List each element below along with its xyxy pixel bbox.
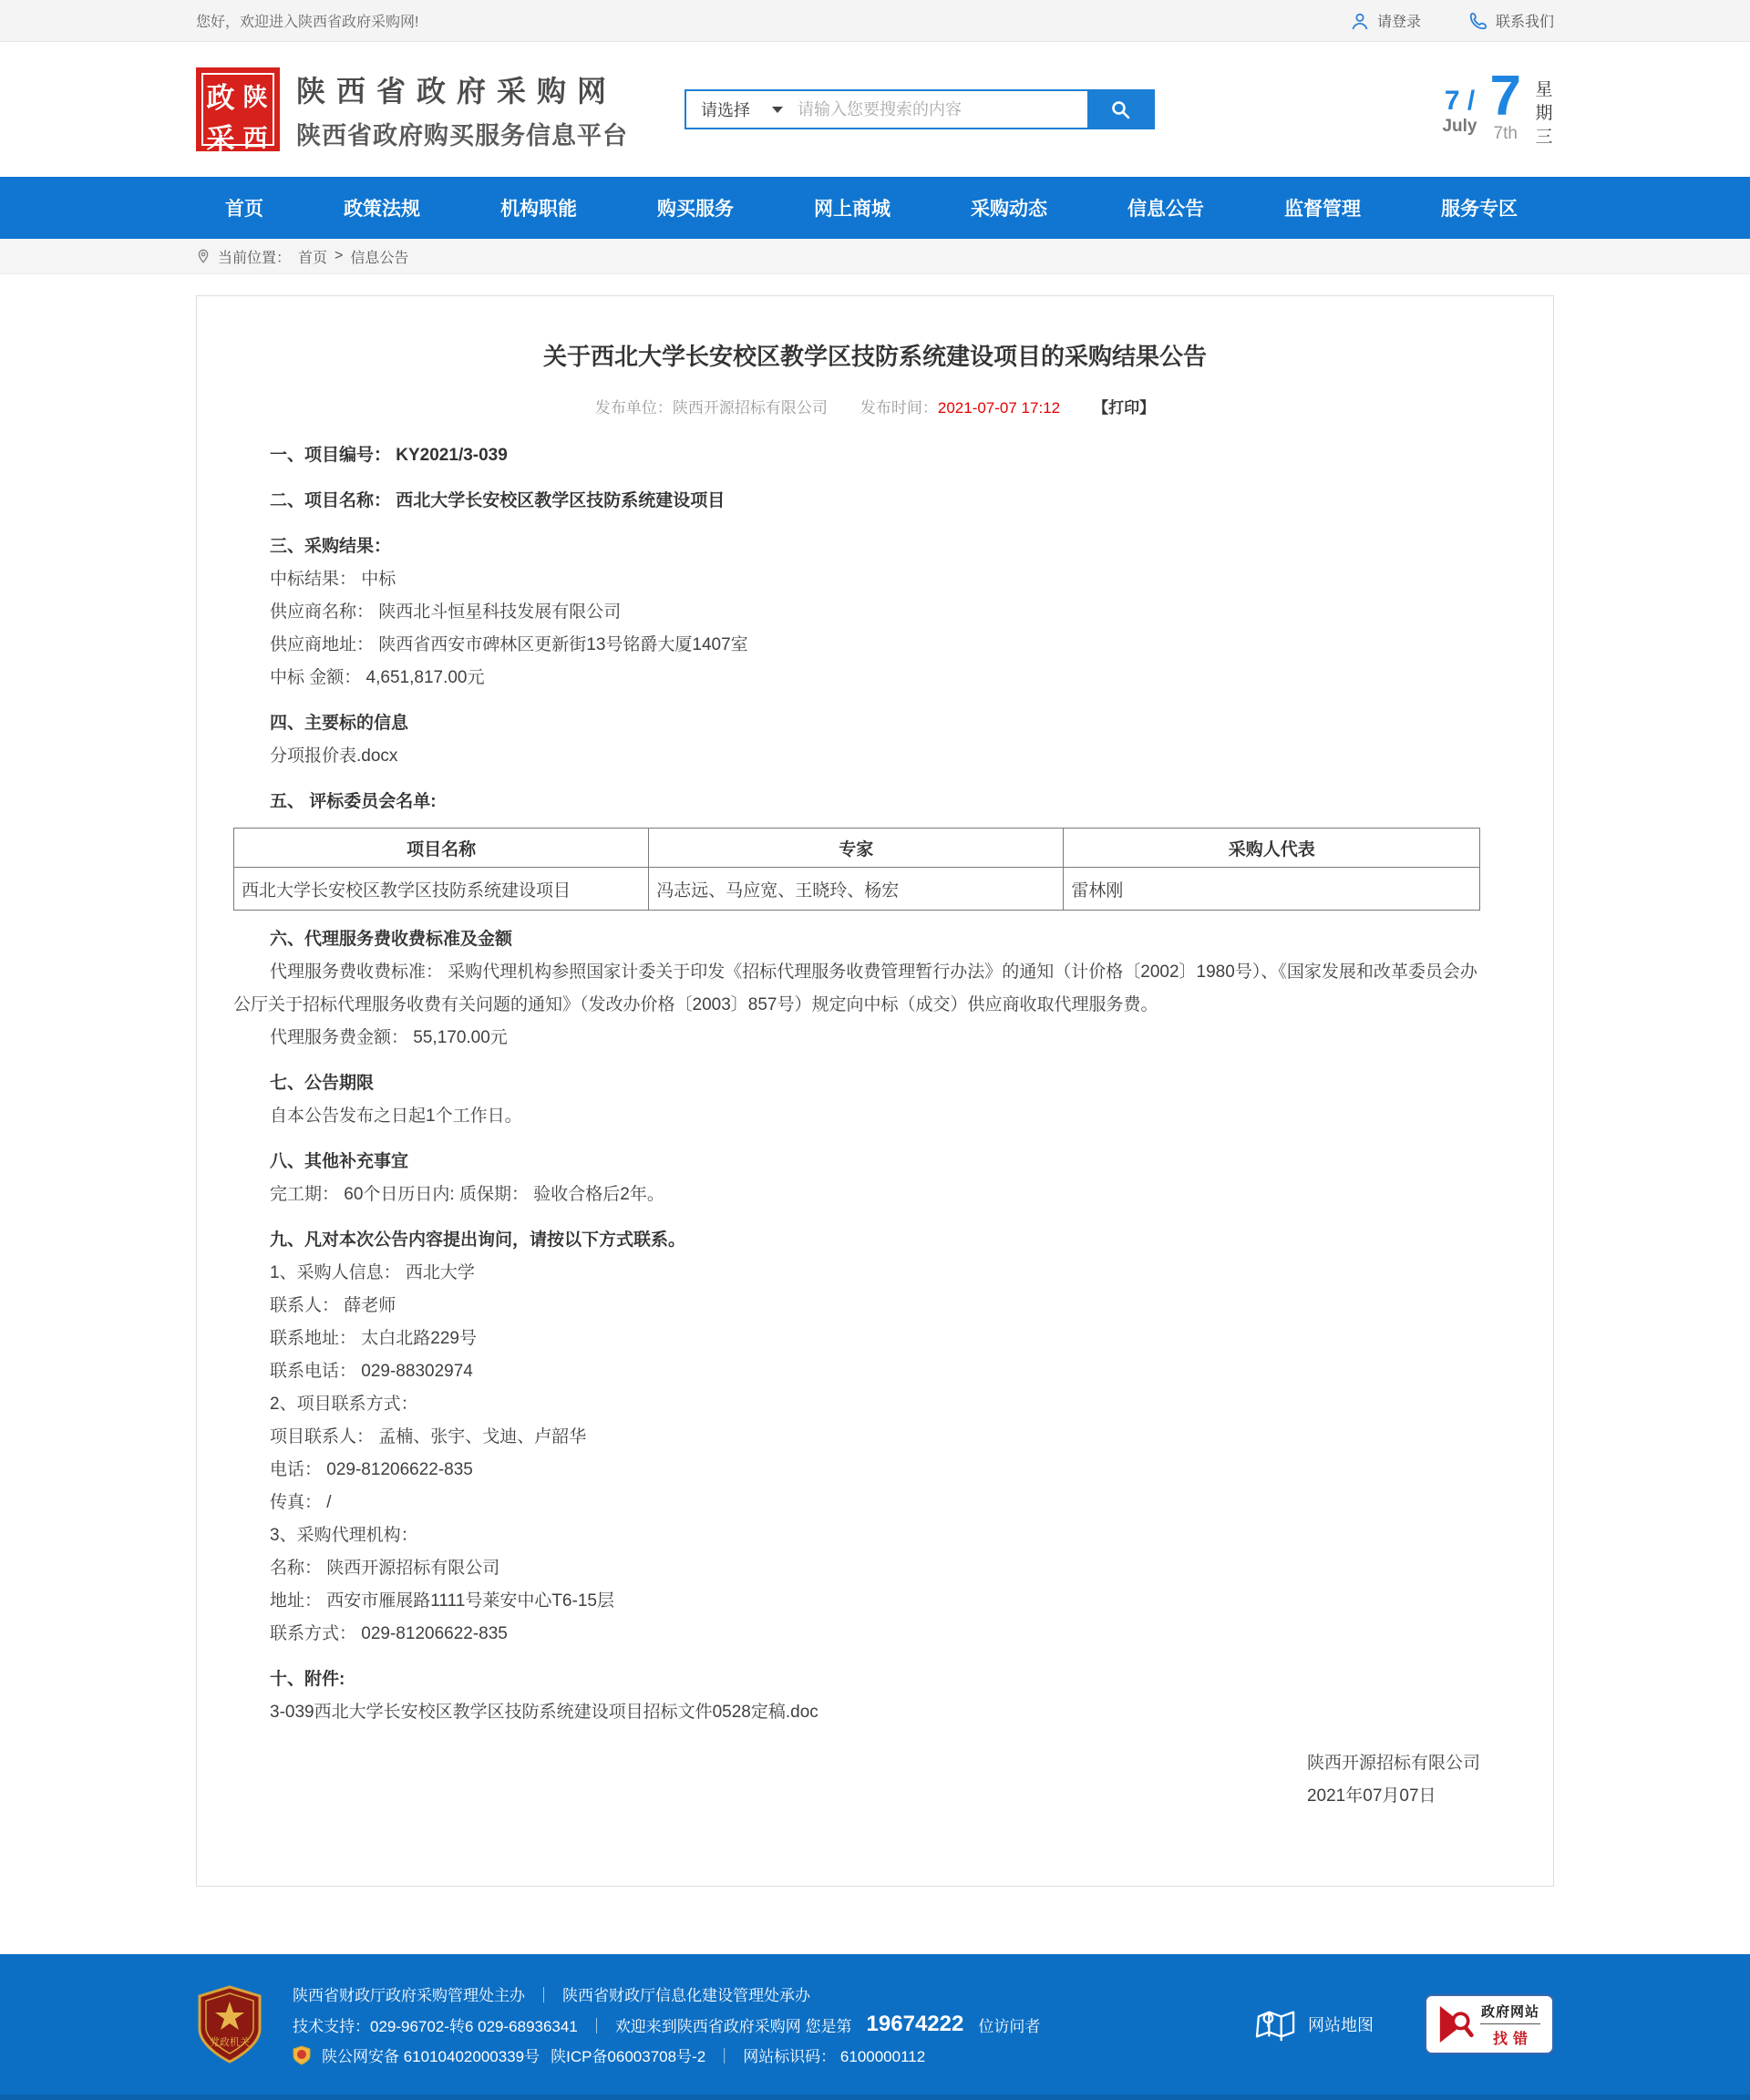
date-widget — [1442, 65, 1554, 149]
seal-char: 政 — [206, 82, 235, 114]
publish-time: 发布时间：2021-07-07 17:12 — [860, 399, 1061, 417]
sitemap-label: 网站地图 — [1308, 2016, 1374, 2034]
cell-experts: 冯志远、马应宽、王晓玲、杨宏 — [649, 868, 1064, 911]
footer-text: 陕西省财政厅政府采购管理处主办 ｜ 陕西省财政厅信息化建设管理处承办 技术支持：029-96702-转6 029-68936341 ｜ 欢迎来到陕西省政府采购网 您是第 19674222 位访问者 陕公网安备 61010402000339号 陕ICP备06003708号-2 ｜ 网站标识码： 6100000112 — [293, 1982, 1226, 2066]
contact-label: 联系我们 — [1495, 15, 1554, 30]
breadcrumb-label: 当前位置： — [218, 250, 292, 266]
cell-project-name: 西北大学长安校区教学区技防系统建设项目 — [234, 868, 649, 911]
publish-time-value: 2021-07-07 17:12 — [937, 399, 1061, 417]
agency-name: 名称： 陕西开源招标有限公司 — [270, 1559, 500, 1578]
purchaser-info: 1、采购人信息： 西北大学 — [270, 1263, 475, 1282]
sitemap-link[interactable] — [1255, 2005, 1374, 2043]
agency-fee-standard: 代理服务费收费标准： 采购代理机构参照国家计委关于印发《招标代理服务收费管理暂行办法》的通知（计价格〔2002〕1980号）、《国家发展和改革委员会办公厅关于招标代理服务收费有关问题的通知》（发改办价格〔2003〕857号）规定向中标（成交）供应商收取代理服务费。 — [233, 962, 1477, 1014]
cell-purchaser-rep: 雷林刚 — [1064, 868, 1480, 911]
table-header-row — [234, 829, 1480, 868]
agency-phone: 联系方式： 029-81206622-835 — [270, 1624, 508, 1643]
login-link[interactable] — [1350, 10, 1421, 31]
publisher: 发布单位：陕西开源招标有限公司 — [594, 399, 828, 417]
nav-item-purchase-services[interactable]: 购买服务 — [657, 199, 734, 220]
breadcrumb-bar — [0, 239, 1750, 274]
col-experts: 专家 — [649, 829, 1064, 868]
purchaser-phone: 联系电话： 029-88302974 — [270, 1362, 473, 1381]
purchaser-address: 联系地址： 太白北路229号 — [270, 1329, 477, 1348]
date-day-en: 7th — [1493, 124, 1518, 143]
welcome-text: 您好，欢迎进入陕西省政府采购网! — [196, 15, 419, 30]
login-label: 请登录 — [1376, 15, 1421, 30]
page-title: 关于西北大学长安校区教学区技防系统建设项目的采购结果公告 — [542, 343, 1207, 370]
header — [0, 42, 1750, 177]
nav-item-service-zone[interactable]: 服务专区 — [1441, 199, 1518, 220]
section-1-heading: 一、项目编号： KY2021/3-039 — [270, 446, 508, 465]
government-emblem-icon — [196, 1985, 263, 2064]
footer-visitor-text: 欢迎来到陕西省政府采购网 您是第 — [614, 2017, 852, 2035]
committee-table — [233, 828, 1480, 911]
signature-block — [270, 1747, 1480, 1813]
project-phone: 电话： 029-81206622-835 — [270, 1460, 473, 1479]
user-icon — [1350, 11, 1370, 31]
footer-organizer: 陕西省财政厅政府采购管理处主办 — [293, 1987, 525, 2004]
nav-item-online-mall[interactable]: 网上商城 — [814, 199, 890, 220]
error-finder-icon — [1438, 2003, 1475, 2045]
search-input[interactable] — [796, 90, 1087, 129]
search-category-select[interactable] — [686, 91, 796, 128]
signature-company: 陕西开源招标有限公司 — [1306, 1754, 1480, 1773]
section-6-heading: 六、代理服务费收费标准及金额 — [270, 930, 513, 949]
bid-amount: 中标 金额： 4,651,817.00元 — [270, 668, 485, 687]
error-badge-divider — [1480, 2023, 1540, 2024]
project-contacts: 项目联系人： 孟楠、张宇、戈迪、卢韶华 — [270, 1427, 587, 1446]
signature-date: 2021年07月07日 — [1306, 1786, 1436, 1806]
agency-address: 地址： 西安市雁展路1111号莱安中心T6-15层 — [270, 1591, 614, 1611]
col-project-name: 项目名称 — [234, 829, 649, 868]
section-10-heading: 十、附件: — [270, 1670, 345, 1689]
footer-icp-record[interactable]: 陕ICP备06003708号-2 — [551, 2048, 706, 2065]
bid-result: 中标结果： 中标 — [270, 570, 396, 589]
logo-seal-icon — [196, 67, 280, 155]
footer-visitor-suffix: 位访问者 — [978, 2017, 1041, 2035]
nav-item-home[interactable]: 首页 — [225, 199, 263, 220]
site-subtitle: 陕西省政府购买服务信息平台 — [296, 121, 628, 149]
seal-char: 陕 — [242, 84, 268, 111]
error-badge-subtitle: 找错 — [1492, 2031, 1533, 2047]
quotation-attachment-link[interactable]: 分项报价表.docx — [270, 746, 398, 766]
seal-char: 采 — [206, 123, 235, 155]
svg-text:党政机关: 党政机关 — [210, 2037, 250, 2048]
footer — [0, 1954, 1750, 2100]
location-pin-icon — [196, 248, 211, 264]
project-contact-heading: 2、项目联系方式： — [270, 1395, 418, 1414]
section-2-heading: 二、项目名称： 西北大学长安校区教学区技防系统建设项目 — [270, 491, 726, 510]
contact-link[interactable] — [1468, 10, 1554, 31]
date-month-slash: 7 / — [1444, 86, 1476, 116]
project-fax: 传真： / — [270, 1493, 332, 1512]
col-purchaser-rep: 采购人代表 — [1064, 829, 1480, 868]
section-7-heading: 七、公告期限 — [270, 1074, 375, 1093]
section-4-heading: 四、主要标的信息 — [270, 714, 409, 733]
purchaser-contact: 联系人： 薛老师 — [270, 1296, 396, 1315]
phone-icon — [1468, 11, 1488, 31]
footer-undertaker: 陕西省财政厅信息化建设管理处承办 — [562, 1987, 810, 2004]
breadcrumb-current[interactable]: 信息公告 — [350, 250, 409, 266]
chevron-down-icon — [772, 107, 783, 113]
date-weekday: 星期三 — [1535, 80, 1553, 147]
footer-site-id: 网站标识码： 6100000112 — [743, 2048, 926, 2065]
tender-doc-attachment-link[interactable]: 3-039西北大学长安校区教学区技防系统建设项目招标文件0528定稿.doc — [270, 1703, 818, 1722]
search-icon — [1109, 98, 1131, 120]
search-button[interactable] — [1087, 91, 1153, 128]
section-5-heading: 五、 评标委员会名单: — [270, 792, 437, 811]
nav-item-announcements[interactable]: 信息公告 — [1127, 199, 1204, 220]
nav-item-procurement-news[interactable]: 采购动态 — [971, 199, 1047, 220]
map-icon — [1255, 2005, 1297, 2043]
section-3-heading: 三、采购结果： — [270, 537, 392, 556]
error-badge-title: 政府网站 — [1480, 2003, 1539, 2020]
nav-item-functions[interactable]: 机构职能 — [500, 199, 577, 220]
footer-tech-support: 技术支持：029-96702-转6 029-68936341 — [293, 2017, 578, 2035]
website-error-report-badge[interactable] — [1425, 1994, 1554, 2054]
site-title: 陕西省政府采购网 — [296, 74, 618, 108]
site-logo[interactable] — [196, 67, 628, 155]
search-bar — [685, 89, 1155, 129]
supplier-address: 供应商地址： 陕西省西安市碑林区更新街13号铭爵大厦1407室 — [270, 635, 748, 654]
print-button[interactable]: 【打印】 — [1093, 399, 1156, 417]
topbar — [0, 0, 1750, 42]
visitor-count: 19674222 — [866, 2012, 964, 2036]
main-nav — [0, 177, 1750, 239]
section-8-heading: 八、其他补充事宜 — [270, 1152, 409, 1171]
breadcrumb — [196, 239, 1554, 273]
nav-item-supervision[interactable]: 监督管理 — [1284, 199, 1361, 220]
article-meta — [270, 395, 1480, 417]
breadcrumb-home[interactable]: 首页 — [298, 250, 328, 266]
date-month-en: July — [1442, 117, 1477, 136]
date-day: 7 — [1489, 65, 1521, 128]
agency-heading: 3、采购代理机构： — [270, 1526, 418, 1545]
breadcrumb-separator: > — [335, 248, 344, 263]
announcement-period: 自本公告发布之日起1个工作日。 — [270, 1107, 522, 1126]
article-body — [233, 439, 1480, 1813]
article-card — [196, 295, 1554, 1887]
section-9-heading: 九、凡对本次公告内容提出询问，请按以下方式联系。 — [270, 1230, 686, 1250]
supplier-name: 供应商名称： 陕西北斗恒星科技发展有限公司 — [270, 602, 622, 622]
search-category-label: 请选择 — [701, 101, 750, 119]
table-row — [234, 868, 1480, 911]
supplementary-terms: 完工期： 60个日历日内: 质保期： 验收合格后2年。 — [270, 1185, 664, 1204]
footer-police-record[interactable]: 陕公网安备 61010402000339号 — [322, 2048, 540, 2065]
police-badge-icon — [293, 2045, 311, 2065]
seal-char: 西 — [242, 125, 268, 152]
agency-fee-amount: 代理服务费金额： 55,170.00元 — [270, 1028, 508, 1047]
nav-item-policy[interactable]: 政策法规 — [344, 199, 420, 220]
